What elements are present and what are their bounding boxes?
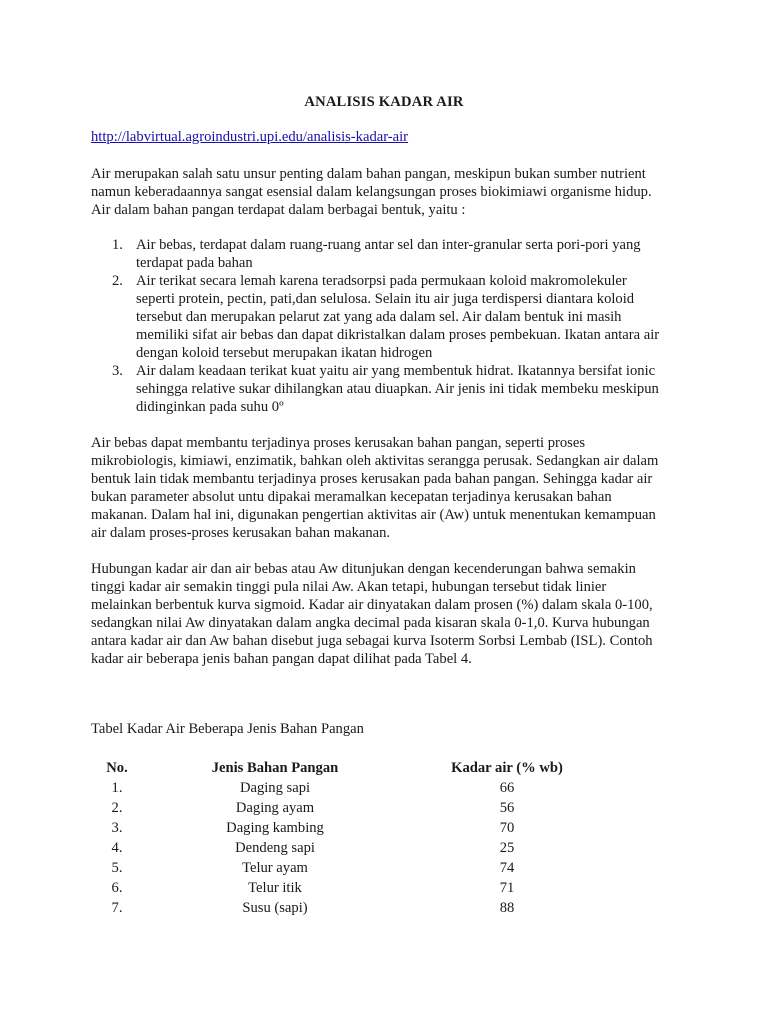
- source-link[interactable]: http://labvirtual.agroindustri.upi.edu/analisis-kadar-air: [91, 129, 409, 145]
- list-item: [91, 236, 691, 272]
- water-forms-list: [91, 236, 691, 416]
- text-line: sedangkan nilai Aw dinyatakan dalam angka decimal pada kisaran skala 0-1,0. Kurva hubungan: [91, 615, 650, 631]
- list-item-number: 3.: [112, 363, 123, 379]
- moisture-value: 74: [499, 860, 515, 876]
- list-item-number: 1.: [112, 237, 123, 253]
- table-row: [91, 858, 607, 878]
- moisture-value: 25: [499, 840, 515, 856]
- moisture-table: [91, 758, 607, 918]
- text-line: Air merupakan salah satu unsur penting dalam bahan pangan, meskipun bukan sumber nutrient: [91, 166, 646, 182]
- food-name: Daging sapi: [239, 780, 311, 796]
- intro-paragraph: [91, 165, 691, 219]
- table-caption: Tabel Kadar Air Beberapa Jenis Bahan Pangan: [91, 721, 364, 737]
- row-number: 5.: [111, 860, 123, 876]
- table-row: [91, 898, 607, 918]
- moisture-value: 66: [499, 780, 515, 796]
- aw-relation-paragraph: [91, 560, 691, 668]
- text-line: melainkan berbentuk kurva sigmoid. Kadar air dinyatakan dalam prosen (%) dalam skala 0-100,: [91, 597, 653, 613]
- text-line: dengan koloid tersebut merupakan ikatan hidrogen: [136, 345, 433, 361]
- text-line: terdapat pada bahan: [136, 255, 253, 271]
- table-row: [91, 878, 607, 898]
- column-header-moisture: Kadar air (% wb): [451, 760, 563, 776]
- table-row: [91, 798, 607, 818]
- food-name: Telur itik: [248, 880, 302, 896]
- text-line: bentuk lain tidak membantu terjadinya proses kerusakan pada bahan pangan. Sehingga kadar air: [91, 471, 653, 487]
- text-line: antara kadar air dan Aw bahan disebut juga sebagai kurva Isoterm Sorbsi Lembab (ISL). Contoh: [91, 633, 653, 649]
- row-number: 1.: [111, 780, 123, 796]
- food-name: Susu (sapi): [242, 900, 308, 916]
- text-line: bukan parameter absolut untu dipakai meramalkan kecepatan terjadinya kerusakan bahan: [91, 489, 612, 505]
- food-name: Dendeng sapi: [235, 840, 315, 856]
- text-line: memiliki sifat air bebas dan dapat dikristalkan dalam proses pembekuan. Ikatan antara air: [136, 327, 660, 343]
- text-line: Air bebas dapat membantu terjadinya proses kerusakan bahan pangan, seperti proses: [91, 435, 585, 451]
- row-number: 7.: [111, 900, 123, 916]
- moisture-value: 56: [499, 800, 515, 816]
- text-line: Air terikat secara lemah karena teradsorpsi pada permukaan koloid makromolekuler: [136, 273, 627, 289]
- list-item: [91, 272, 691, 362]
- text-line: Air dalam keadaan terikat kuat yaitu air yang membentuk hidrat. Ikatannya bersifat ionic: [136, 363, 656, 379]
- text-line: didinginkan pada suhu 0º: [136, 399, 284, 415]
- row-number: 3.: [111, 820, 123, 836]
- text-line: Air bebas, terdapat dalam ruang-ruang antar sel dan inter-granular serta pori-pori yang: [136, 237, 641, 253]
- text-line: Hubungan kadar air dan air bebas atau Aw ditunjukan dengan kecenderungan bahwa semakin: [91, 561, 636, 577]
- moisture-value: 88: [499, 900, 515, 916]
- row-number: 6.: [111, 880, 123, 896]
- text-line: mikrobiologis, kimiawi, enzimatik, bahkan oleh aktivitas serangga perusak. Sedangkan air dalam: [91, 453, 659, 469]
- document-title: ANALISIS KADAR AIR: [304, 94, 464, 110]
- free-water-paragraph: [91, 434, 691, 542]
- table-row: [91, 818, 607, 838]
- column-header-no: No.: [106, 760, 128, 776]
- table-row: [91, 778, 607, 798]
- text-line: tinggi kadar air semakin tinggi pula nilai Aw. Akan tetapi, hubungan tersebut tidak linier: [91, 579, 607, 595]
- row-number: 4.: [111, 840, 123, 856]
- row-number: 2.: [111, 800, 123, 816]
- text-line: makanan. Dalam hal ini, digunakan pengertian aktivitas air (Aw) untuk menentukan kemampuan: [91, 507, 656, 523]
- food-name: Daging ayam: [235, 800, 315, 816]
- table-row: [91, 838, 607, 858]
- moisture-value: 71: [499, 880, 515, 896]
- column-header-food: Jenis Bahan Pangan: [211, 760, 339, 776]
- food-name: Daging kambing: [226, 820, 324, 836]
- text-line: tersebut dan merupakan pelarut zat yang ada dalam sel. Air dalam bentuk ini masih: [136, 309, 622, 325]
- list-item: [91, 362, 691, 416]
- text-line: sehingga relative sukar dihilangkan atau diuapkan. Air jenis ini tidak membeku meskipun: [136, 381, 659, 397]
- moisture-value: 70: [499, 820, 515, 836]
- list-item-number: 2.: [112, 273, 123, 289]
- text-line: seperti protein, pectin, pati,dan selulosa. Selain itu air juga terdispersi diantara koloid: [136, 291, 635, 307]
- text-line: air dalam proses-proses kerusakan bahan makanan.: [91, 525, 391, 541]
- food-name: Telur ayam: [242, 860, 308, 876]
- text-line: kadar air beberapa jenis bahan pangan dapat dilihat pada Tabel 4.: [91, 651, 472, 667]
- table-header-row: [91, 758, 607, 778]
- text-line: namun keberadaannya sangat esensial dalam kelangsungan proses biokimiawi organisme hidup.: [91, 184, 652, 200]
- text-line: Air dalam bahan pangan terdapat dalam berbagai bentuk, yaitu :: [91, 202, 466, 218]
